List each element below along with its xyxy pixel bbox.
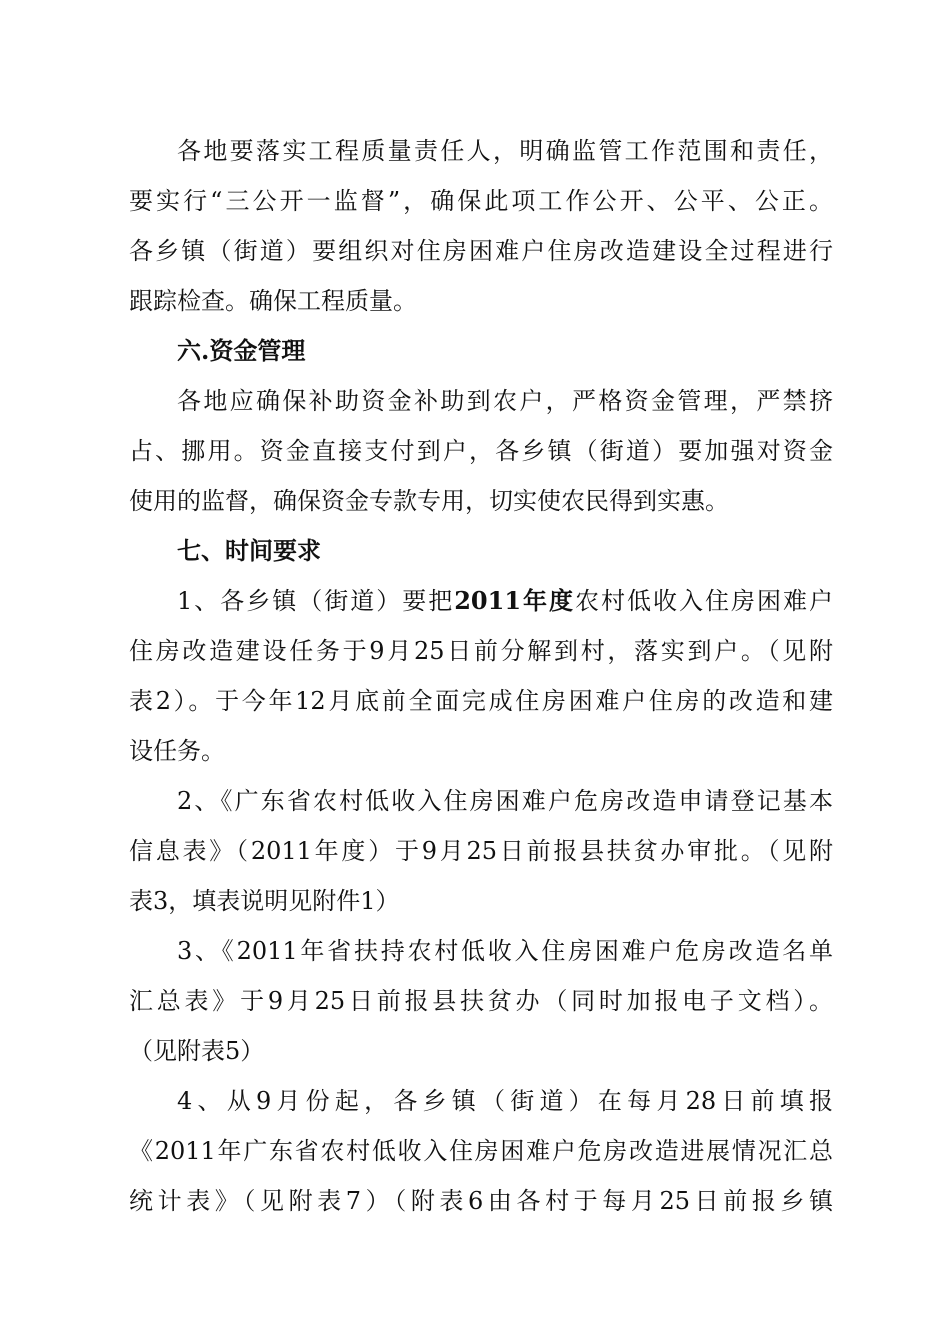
item-1-text-b: 农村低收入住房困难户 bbox=[575, 587, 833, 615]
item-1-line-4: 设任务。 bbox=[129, 737, 225, 765]
item-2-line-1: 2、《广东省农村低收入住房困难户危房改造申请登记基本 bbox=[177, 787, 833, 815]
paragraph-funds-line-2: 占、挪用。资金直接支付到户，各乡镇（街道）要加强对资金 bbox=[129, 437, 833, 465]
item-1-line-1 bbox=[177, 581, 833, 621]
item-1-line-3: 表2）。于今年12月底前全面完成住房困难户住房的改造和建 bbox=[129, 687, 833, 715]
item-3-line-3: （见附表5） bbox=[129, 1037, 265, 1065]
item-3-line-1: 3、《2011年省扶持农村低收入住房困难户危房改造名单 bbox=[177, 937, 833, 965]
paragraph-quality-line-2: 要实行“三公开一监督”，确保此项工作公开、公平、公正。 bbox=[129, 187, 833, 215]
paragraph-quality-line-4: 跟踪检查。确保工程质量。 bbox=[129, 287, 417, 315]
paragraph-funds-line-1: 各地应确保补助资金补助到农户，严格资金管理，严禁挤 bbox=[177, 387, 833, 415]
item-4-line-2: 《2011年广东省农村低收入住房困难户危房改造进展情况汇总 bbox=[129, 1137, 833, 1165]
item-1-line-2: 住房改造建设任务于9月25日前分解到村，落实到户。（见附 bbox=[129, 637, 833, 665]
item-4-line-1: 4、从9月份起，各乡镇（街道）在每月28日前填报 bbox=[177, 1087, 833, 1115]
item-3-line-2: 汇总表》于9月25日前报县扶贫办（同时加报电子文档）。 bbox=[129, 987, 833, 1015]
item-4-line-3: 统计表》（见附表7）（附表6由各村于每月25日前报乡镇 bbox=[129, 1187, 833, 1215]
item-2-line-2: 信息表》（2011年度）于9月25日前报县扶贫办审批。（见附 bbox=[129, 837, 833, 865]
section-heading-schedule: 七、时间要求 bbox=[177, 536, 321, 565]
item-2-line-3: 表3，填表说明见附件1） bbox=[129, 887, 400, 915]
item-1-year-bold: 2011年度 bbox=[454, 586, 576, 615]
section-heading-funds: 六.资金管理 bbox=[177, 336, 306, 365]
paragraph-funds-line-3: 使用的监督，确保资金专款专用，切实使农民得到实惠。 bbox=[129, 487, 729, 515]
paragraph-quality-line-1: 各地要落实工程质量责任人，明确监管工作范围和责任， bbox=[177, 137, 833, 165]
item-1-text-a: 1、各乡镇（街道）要把 bbox=[177, 587, 455, 615]
paragraph-quality-line-3: 各乡镇（街道）要组织对住房困难户住房改造建设全过程进行 bbox=[129, 237, 833, 265]
